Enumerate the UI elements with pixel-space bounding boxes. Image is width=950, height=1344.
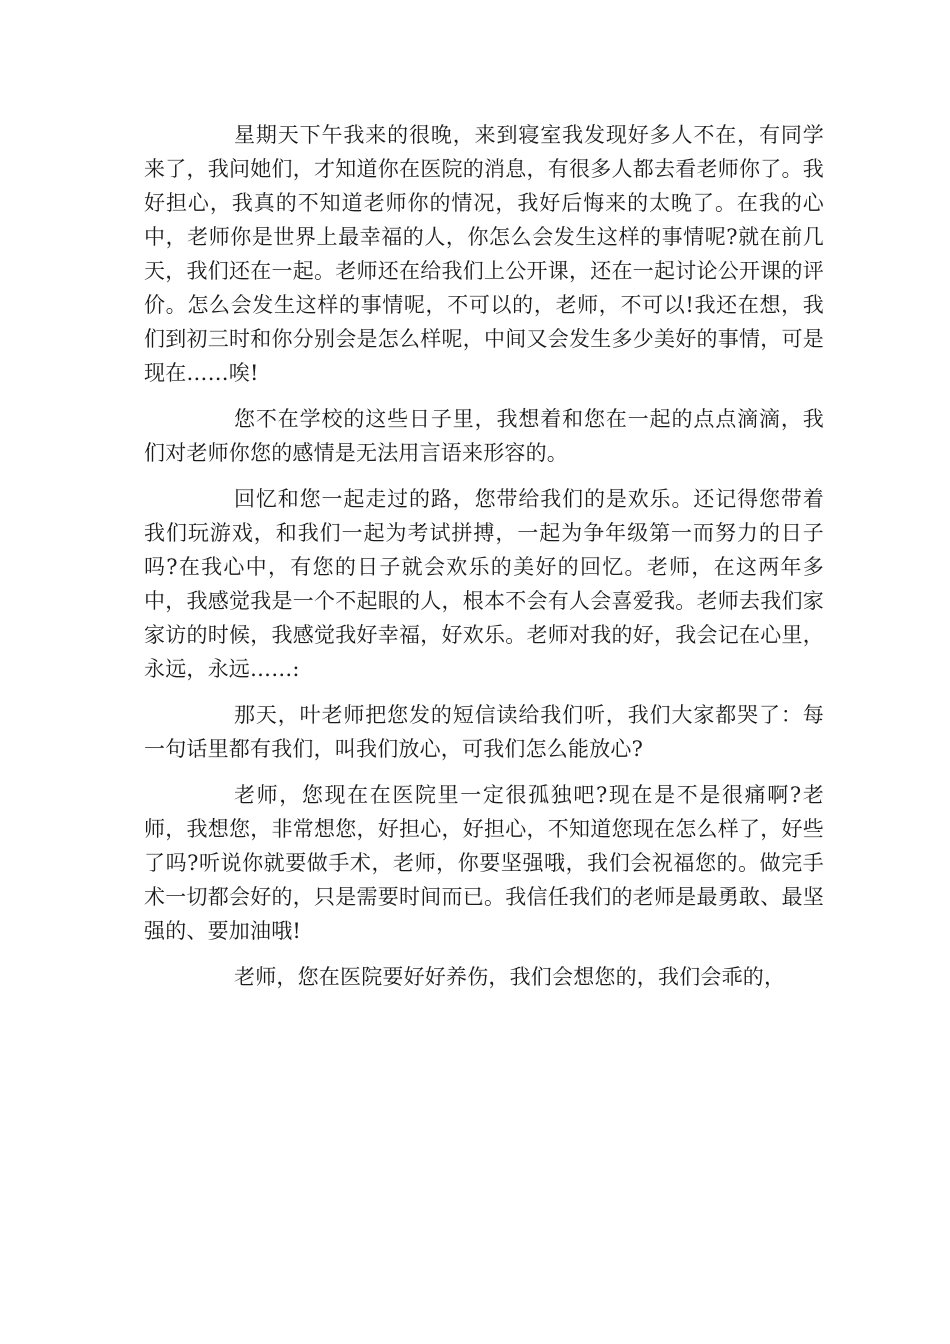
document-body [144,118,824,1006]
paragraph-1: 星期天下午我来的很晚，来到寝室我发现好多人不在，有同学来了，我问她们，才知道你在医院的消息，有很多人都去看老师你了。我好担心，我真的不知道老师你的情况，我好后悔来的太晚了。在我的心中，老师你是世界上最幸福的人，你怎么会发生这样的事情呢?就在前几天，我们还在一起。老师还在给我们上公开课，还在一起讨论公开课的评价。怎么会发生这样的事情呢，不可以的，老师，不可以!我还在想，我们到初三时和你分别会是怎么样呢，中间又会发生多少美好的事情，可是现在……唉! [144,123,824,385]
paragraph-3: 回忆和您一起走过的路，您带给我们的是欢乐。还记得您带着我们玩游戏，和我们一起为考试拼搏，一起为争年级第一而努力的日子吗?在我心中，有您的日子就会欢乐的美好的回忆。老师，在这两年多中，我感觉我是一个不起眼的人，根本不会有人会喜爱我。老师去我们家家访的时候，我感觉我好幸福，好欢乐。老师对我的好，我会记在心里，永远，永远……: [144,487,824,681]
paragraph-2: 您不在学校的这些日子里，我想着和您在一起的点点滴滴，我们对老师你您的感情是无法用言语来形容的。 [144,407,824,465]
paragraph-4: 那天，叶老师把您发的短信读给我们听，我们大家都哭了：每一句话里都有我们，叫我们放心，可我们怎么能放心? [144,703,824,761]
paragraph-5: 老师，您现在在医院里一定很孤独吧?现在是不是很痛啊?老师，我想您，非常想您，好担心，好担心，不知道您现在怎么样了，好些了吗?听说你就要做手术，老师，你要坚强哦，我们会祝福您的。做完手术一切都会好的，只是需要时间而已。我信任我们的老师是最勇敢、最坚强的、要加油哦! [144,783,824,943]
paragraph-6: 老师，您在医院要好好养伤，我们会想您的，我们会乖的， [234,965,786,989]
